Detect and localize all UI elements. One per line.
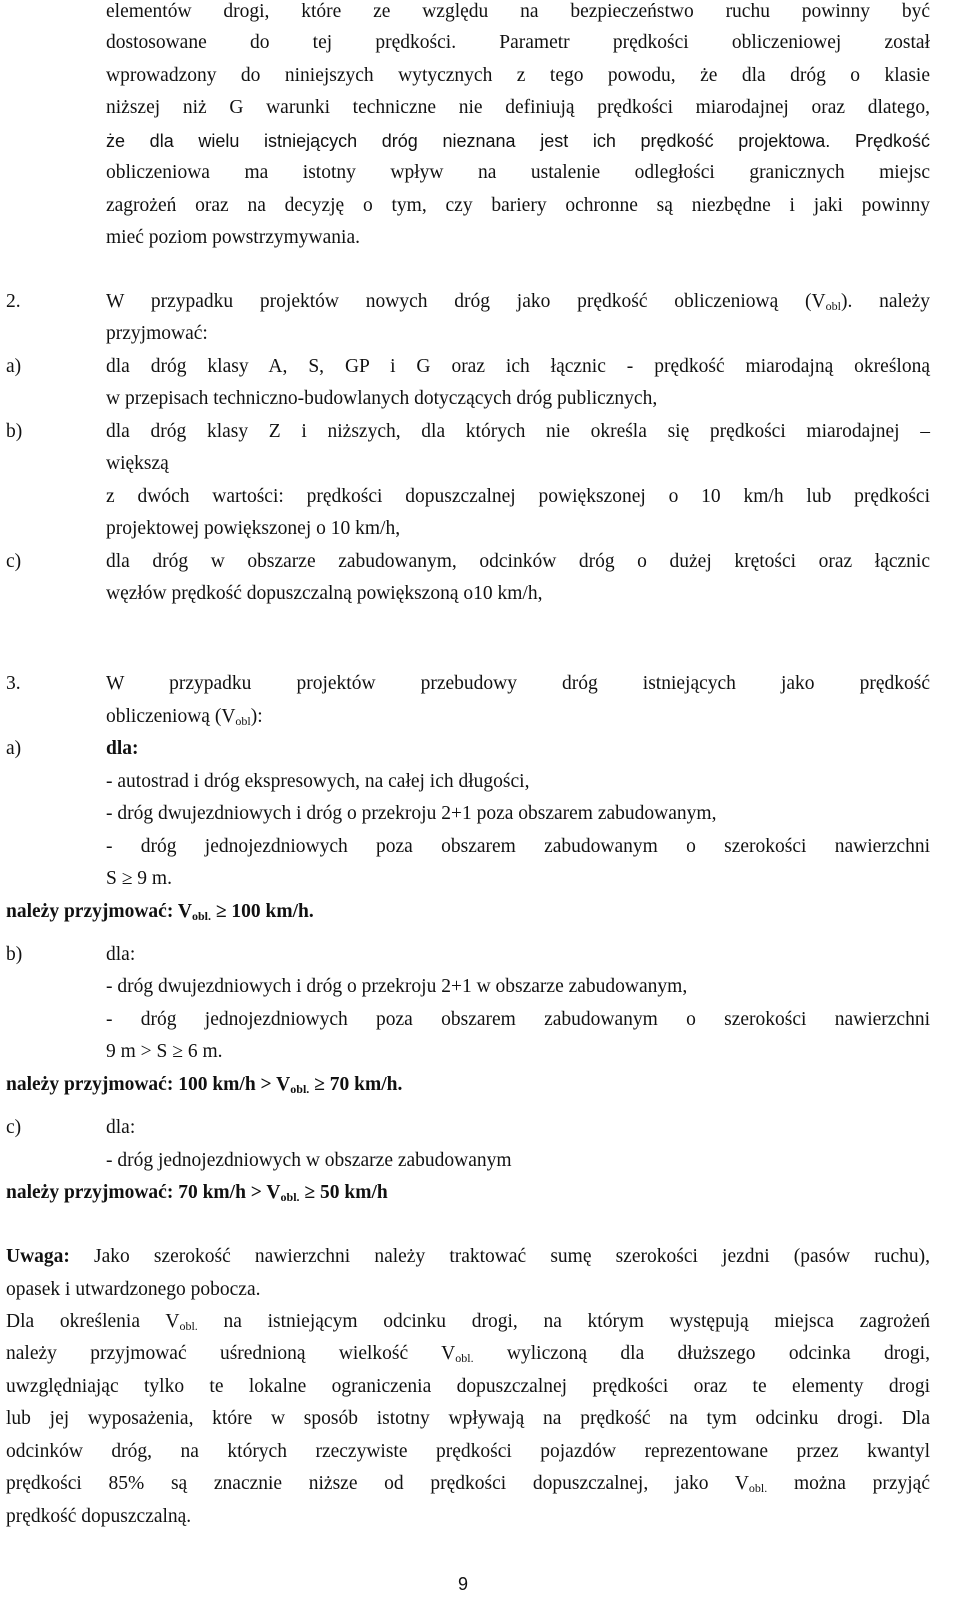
- intro-line: niższej niż G warunki techniczne nie definiują prędkości miarodajnej oraz dlatego,: [106, 97, 930, 118]
- list-item-line: z dwóch wartości: prędkości dopuszczalnej powiększonej o 10 km/h lub prędkości: [106, 486, 930, 507]
- intro-line: wprowadzony do niniejszych wytycznych z tego powodu, że dla dróg o klasie: [106, 65, 930, 86]
- intro-line: obliczeniowa ma istotny wpływ na ustalenie odległości granicznych miejsc: [106, 162, 930, 183]
- list-label: dla:: [106, 944, 136, 965]
- section-heading: przyjmować:: [106, 323, 208, 344]
- final-line: prędkości 85% są znacznie niższe od prędkości dopuszczalnej, jako $V_{obl.}$ można przyjąć: [6, 1473, 930, 1495]
- speed-rule: należy przyjmować: $V_{obl.} \ge 100$ km/h.: [6, 901, 314, 923]
- list-item-line: dla dróg klasy A, S, GP i G oraz ich łącznic - prędkość miarodajną określoną: [106, 356, 930, 377]
- section-heading: W przypadku projektów przebudowy dróg istniejących jako prędkość: [106, 673, 930, 694]
- speed-rule: należy przyjmować: 70 $km/h > V_{obl.} \ge 50$ km/h: [6, 1182, 388, 1204]
- list-item-line: węzłów prędkość dopuszczalną powiększoną o10 km/h,: [106, 583, 543, 604]
- note-line: Uwaga: Jako szerokość nawierzchni należy traktować sumę szerokości jezdni (pasów ruchu),: [6, 1246, 930, 1267]
- list-item-line: dla dróg w obszarze zabudowanym, odcinków dróg o dużej krętości oraz łącznic: [106, 551, 930, 572]
- list-marker: c): [6, 551, 22, 572]
- final-line: odcinków dróg, na których rzeczywiste prędkości pojazdów reprezentowane przez kwantyl: [6, 1441, 930, 1462]
- intro-line: że dla wielu istniejących dróg nieznana jest ich prędkość projektowa. Prędkość: [106, 131, 930, 151]
- list-item-line: większą: [106, 453, 169, 474]
- list-item-line: - dróg jednojezdniowych w obszarze zabudowanym: [106, 1150, 512, 1171]
- list-marker: a): [6, 356, 22, 377]
- list-item-line: dla dróg klasy Z i niższych, dla których nie określa się prędkości miarodajnej –: [106, 421, 930, 442]
- list-item-line: - dróg jednojezdniowych poza obszarem zabudowanym o szerokości nawierzchni: [106, 1009, 930, 1030]
- final-line: Dla określenia $V_{obl.}$ na istniejącym odcinku drogi, na którym występują miejsca zagrożeń: [6, 1311, 930, 1333]
- page-number: 9: [458, 1574, 469, 1594]
- list-item-line: - dróg dwujezdniowych i dróg o przekroju 2+1 poza obszarem zabudowanym,: [106, 803, 717, 824]
- intro-line: mieć poziom powstrzymywania.: [106, 227, 360, 248]
- intro-line: zagrożeń oraz na decyzję o tym, czy bariery ochronne są niezbędne i jaki powinny: [106, 195, 930, 216]
- section-number: 3.: [6, 673, 21, 694]
- list-item-line: S ≥ 9 m.: [106, 868, 172, 889]
- note-line: opasek i utwardzonego pobocza.: [6, 1279, 261, 1300]
- section-heading: obliczeniową $(V_{obl})$:: [106, 706, 263, 728]
- intro-line: dostosowane do tej prędkości. Parametr prędkości obliczeniowej został: [106, 32, 930, 53]
- list-marker: a): [6, 738, 22, 759]
- list-item-line: - dróg jednojezdniowych poza obszarem zabudowanym o szerokości nawierzchni: [106, 836, 930, 857]
- list-item-line: 9 m > S ≥ 6 m.: [106, 1041, 223, 1062]
- speed-rule: należy przyjmować: 100 $km/h > V_{obl.} \ge 70$ km/h.: [6, 1074, 403, 1096]
- list-item-line: projektowej powiększonej o 10 km/h,: [106, 518, 401, 539]
- list-label: dla:: [106, 738, 139, 759]
- section-number: 2.: [6, 291, 21, 312]
- list-item-line: - dróg dwujezdniowych i dróg o przekroju 2+1 w obszarze zabudowanym,: [106, 976, 688, 997]
- final-line: należy przyjmować uśrednioną wielkość $V_{obl.}$ wyliczoną dla dłuższego odcinka drogi,: [6, 1343, 930, 1365]
- section-heading: W przypadku projektów nowych dróg jako prędkość obliczeniową $(V_{obl})$. należy: [106, 291, 930, 313]
- final-line: lub jej wyposażenia, które w sposób istotny wpływają na prędkość na tym odcinku drogi. Dla: [6, 1408, 930, 1429]
- list-label: dla:: [106, 1117, 136, 1138]
- intro-line: elementów drogi, które ze względu na bezpieczeństwo ruchu powinny być: [106, 1, 930, 22]
- list-marker: b): [6, 944, 23, 965]
- list-marker: b): [6, 421, 23, 442]
- list-item-line: w przepisach techniczno-budowlanych dotyczących dróg publicznych,: [106, 388, 658, 409]
- list-item-line: - autostrad i dróg ekspresowych, na całej ich długości,: [106, 771, 530, 792]
- list-marker: c): [6, 1117, 22, 1138]
- final-line: uwzględniając tylko te lokalne ograniczenia dopuszczalnej prędkości oraz te elementy drogi: [6, 1376, 930, 1397]
- final-line: prędkość dopuszczalną.: [6, 1506, 192, 1527]
